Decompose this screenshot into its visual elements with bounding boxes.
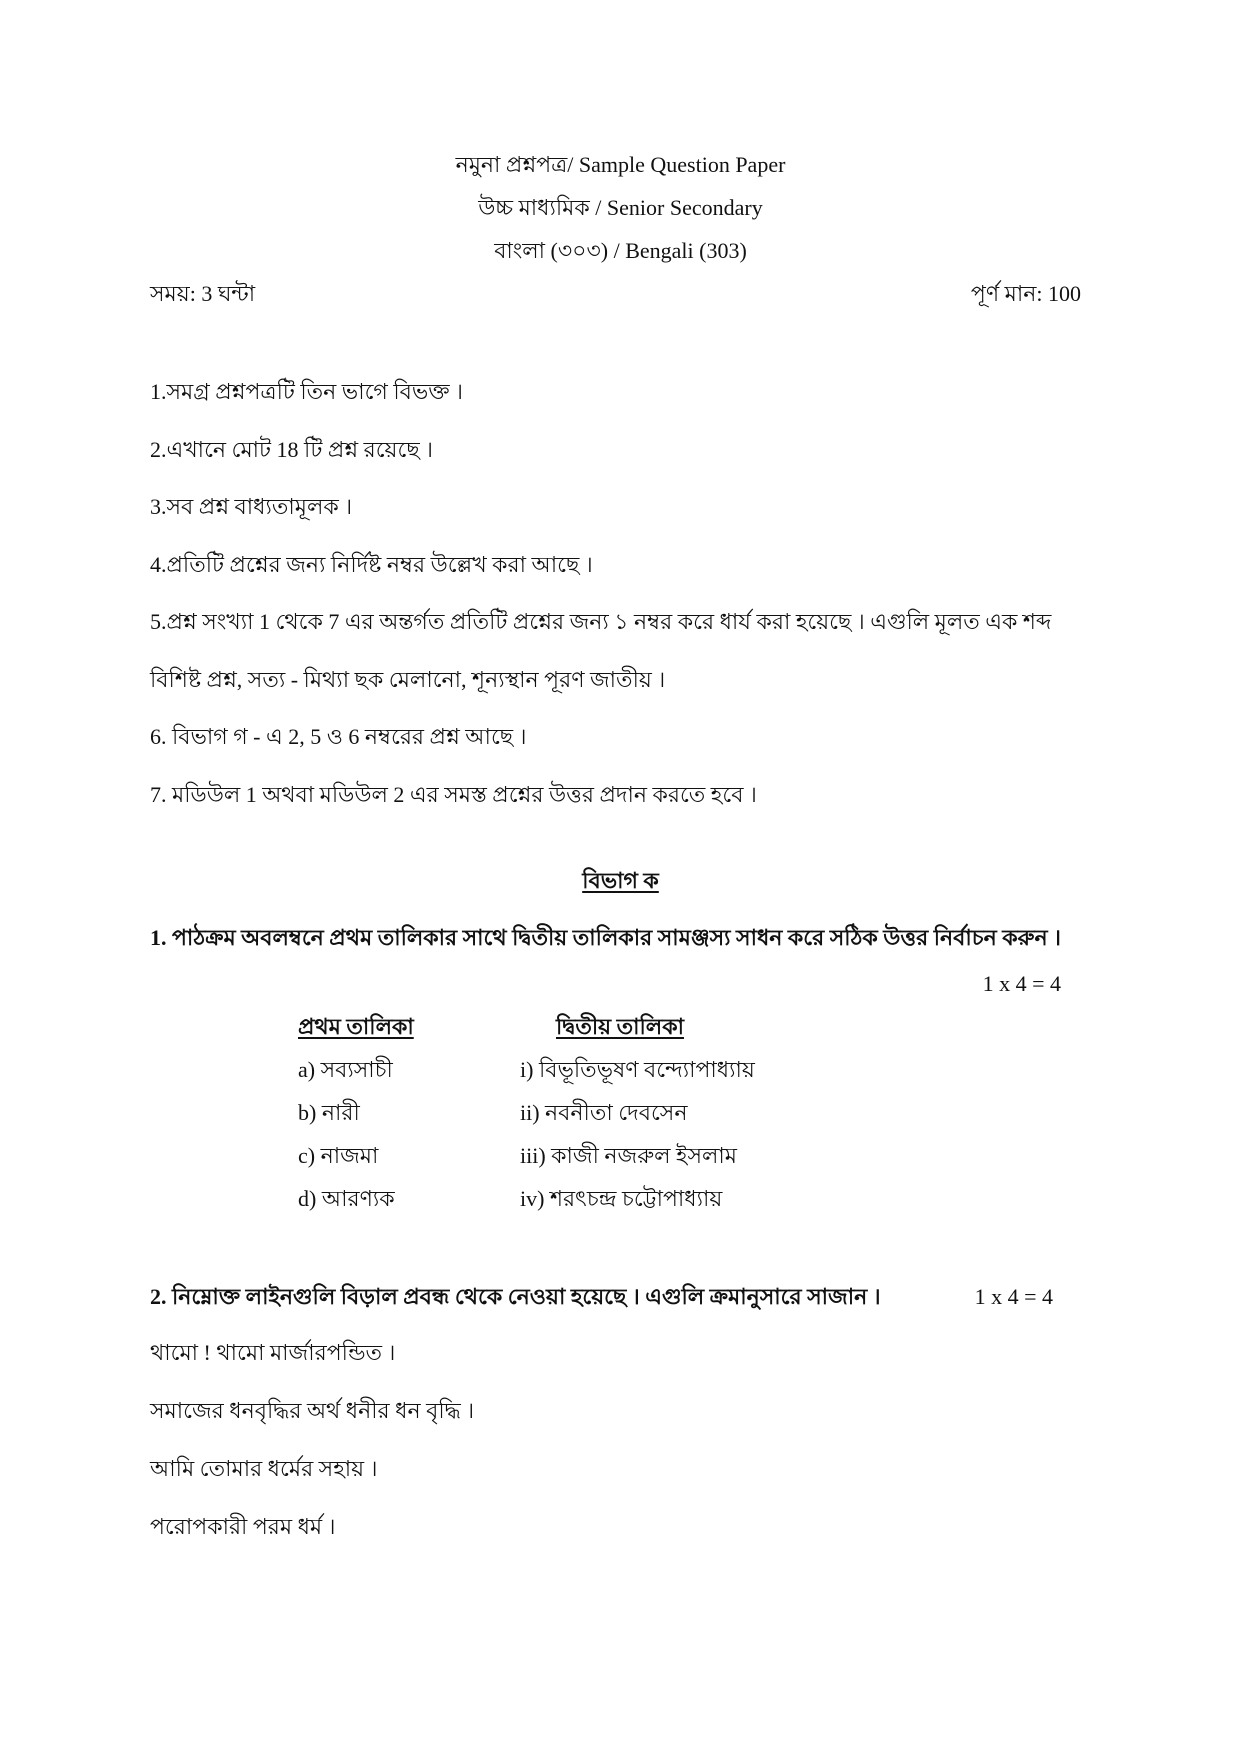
instruction-item: 3.সব প্রশ্ন বাধ্যতামূলক । — [150, 494, 353, 519]
time-allowed: সময়: 3 ঘন্টা — [150, 281, 256, 306]
instruction-item-continued: বিশিষ্ট প্রশ্ন, সত্য - মিথ্যা ছক মেলানো, শূন্যস্থান পূরণ জাতীয় । — [150, 667, 666, 692]
first-list-item: d) আরণ্যক — [298, 1186, 395, 1211]
column-header-second-list: দ্বিতীয় তালিকা — [556, 1014, 684, 1039]
ordering-line: সমাজের ধনবৃদ্ধির অর্থ ধনীর ধন বৃদ্ধি । — [150, 1398, 475, 1423]
section-heading: বিভাগ ক — [582, 868, 659, 893]
first-list-item: c) নাজমা — [298, 1143, 379, 1168]
first-list-item: b) নারী — [298, 1100, 360, 1125]
question-2-marks: 1 x 4 = 4 — [974, 1284, 1053, 1309]
second-list-item: iv) শরৎচন্দ্র চট্টোপাধ্যায় — [520, 1186, 723, 1211]
instruction-item: 7. মডিউল 1 অথবা মডিউল 2 এর সমস্ত প্রশ্নের উত্তর প্রদান করতে হবে । — [150, 782, 757, 807]
ordering-line: থামো ! থামো মার্জারপন্ডিত । — [150, 1340, 396, 1365]
second-list-item: ii) নবনীতা দেবসেন — [520, 1100, 688, 1125]
instruction-item: 4.প্রতিটি প্রশ্নের জন্য নির্দিষ্ট নম্বর উল্লেখ করা আছে । — [150, 552, 593, 577]
column-header-first-list: প্রথম তালিকা — [298, 1014, 414, 1039]
paper-subject: বাংলা (৩০৩) / Bengali (303) — [494, 238, 747, 263]
full-marks: পূর্ণ মান: 100 — [970, 281, 1081, 306]
instruction-item: 6. বিভাগ গ - এ 2, 5 ও 6 নম্বরের প্রশ্ন আছে । — [150, 724, 527, 749]
ordering-line: পরোপকারী পরম ধর্ম । — [150, 1514, 336, 1539]
question-1-text: 1. পাঠক্রম অবলম্বনে প্রথম তালিকার সাথে দ্বিতীয় তালিকার সামঞ্জস্য সাধন করে সঠিক উত্তর নির্বাচন করুন । — [150, 925, 1062, 950]
second-list-item: iii) কাজী নজরুল ইসলাম — [520, 1143, 737, 1168]
second-list-item: i) বিভূতিভূষণ বন্দ্যোপাধ্যায় — [520, 1057, 755, 1082]
paper-title: নমুনা প্রশ্নপত্র/ Sample Question Paper — [455, 152, 786, 177]
instruction-item: 1.সমগ্র প্রশ্নপত্রটি তিন ভাগে বিভক্ত । — [150, 379, 464, 404]
instruction-item: 5.প্রশ্ন সংখ্যা 1 থেকে 7 এর অন্তর্গত প্রতিটি প্রশ্নের জন্য ১ নম্বর করে ধার্য করা হয়েছে । এগুলি মূলত এক শব্দ — [150, 609, 1052, 634]
instruction-item: 2.এখানে মোট 18 টি প্রশ্ন রয়েছে । — [150, 437, 434, 462]
question-2-text: 2. নিম্নোক্ত লাইনগুলি বিড়াল প্রবন্ধ থেকে নেওয়া হয়েছে । এগুলি ক্রমানুসারে সাজান । — [150, 1284, 881, 1309]
question-1-marks: 1 x 4 = 4 — [982, 971, 1061, 996]
ordering-line: আমি তোমার ধর্মের সহায় । — [150, 1456, 378, 1481]
paper-level: উচ্চ মাধ্যমিক / Senior Secondary — [478, 195, 763, 220]
first-list-item: a) সব্যসাচী — [298, 1057, 393, 1082]
